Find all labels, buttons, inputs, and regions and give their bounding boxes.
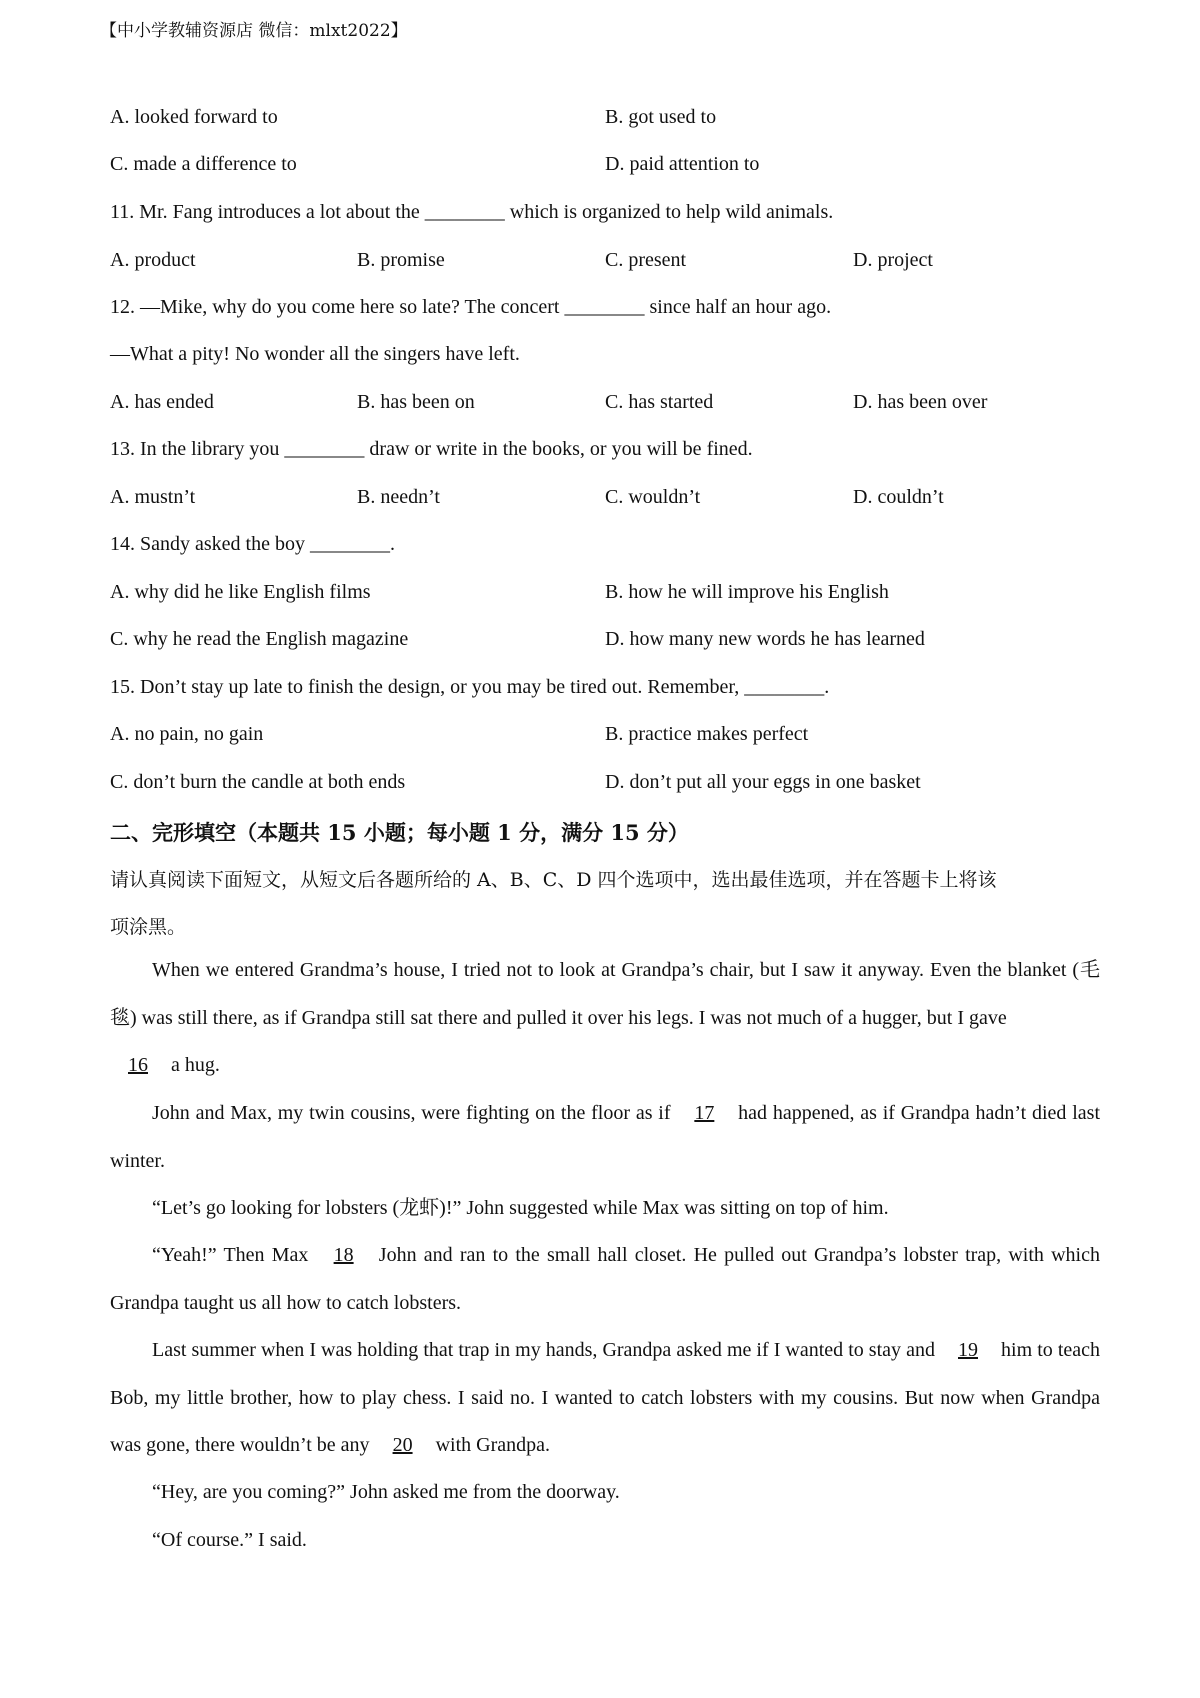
q12-option-a: A. has ended (110, 391, 214, 413)
q12-stem-reply: —What a pity! No wonder all the singers have left. (110, 343, 520, 365)
passage-paragraph-3: “Let’s go looking for lobsters (龙虾)!” John suggested while Max was sitting on top of him. (152, 1197, 889, 1219)
q11-option-d: D. project (853, 249, 933, 271)
passage-paragraph-6: “Hey, are you coming?” John asked me from the doorway. (152, 1481, 620, 1503)
q13-option-a: A. mustn’t (110, 486, 196, 508)
blank-20: 20 (392, 1434, 413, 1456)
passage-text: “Yeah!” Then Max (152, 1244, 316, 1266)
q13-option-d: D. couldn’t (853, 486, 944, 508)
passage-text: with Grandpa. (430, 1434, 550, 1456)
q11-option-a: A. product (110, 249, 196, 271)
passage-paragraph-7: “Of course.” I said. (152, 1529, 307, 1551)
q12-stem: 12. —Mike, why do you come here so late? The concert ________ since half an hour ago. (110, 296, 832, 318)
passage-text: John and ran to the small hall closet. He pulled out Grandpa’s lobster trap, with which Grandpa taught us all how to catch lobsters. (110, 1244, 1100, 1314)
q15-option-a: A. no pain, no gain (110, 723, 264, 745)
passage-paragraph-2 (110, 1090, 1100, 1185)
section-title-cloze: 二、完形填空（本题共 15 小题；每小题 1 分，满分 15 分） (110, 820, 689, 845)
passage-text: had happened, as if Grandpa hadn’t died last winter. (110, 1102, 1101, 1172)
q10-option-c: C. made a difference to (110, 153, 297, 175)
blank-18: 18 (333, 1244, 354, 1266)
section-instruction-line2: 项涂黑。 (110, 916, 187, 938)
passage-text: Last summer when I was holding that trap in my hands, Grandpa asked me if I wanted to stay and (152, 1339, 940, 1361)
q14-option-d: D. how many new words he has learned (605, 628, 925, 650)
passage-text: John and Max, my twin cousins, were fighting on the floor as if (152, 1102, 677, 1124)
q15-stem: 15. Don’t stay up late to finish the design, or you may be tired out. Remember, ________. (110, 676, 830, 698)
q13-option-c: C. wouldn’t (605, 486, 701, 508)
q13-stem: 13. In the library you ________ draw or write in the books, or you will be fined. (110, 438, 753, 460)
passage-paragraph-5 (110, 1327, 1100, 1470)
q14-option-c: C. why he read the English magazine (110, 628, 409, 650)
q11-option-c: C. present (605, 249, 687, 271)
q12-option-d: D. has been over (853, 391, 988, 413)
page-header-watermark: 【中小学教辅资源店 微信：mlxt2022】 (100, 21, 408, 41)
q12-option-c: C. has started (605, 391, 714, 413)
q10-option-b: B. got used to (605, 106, 717, 128)
q12-option-b: B. has been on (357, 391, 475, 413)
blank-16: 16 (128, 1054, 148, 1076)
q13-option-b: B. needn’t (357, 486, 440, 508)
q14-option-a: A. why did he like English films (110, 581, 371, 603)
q11-stem: 11. Mr. Fang introduces a lot about the ________ which is organized to help wild animals. (110, 201, 834, 223)
q11-option-b: B. promise (357, 249, 445, 271)
blank-19: 19 (958, 1339, 978, 1361)
passage-paragraph-4 (110, 1232, 1100, 1327)
q15-option-c: C. don’t burn the candle at both ends (110, 771, 406, 793)
passage-text: a hug. (166, 1054, 220, 1076)
q15-option-d: D. don’t put all your eggs in one basket (605, 771, 921, 793)
passage-text: him to teach Bob, my little brother, how to play chess. I said no. I wanted to catch lobsters with my cousins. But now when Grandpa was gone, there wouldn’t be any (110, 1339, 1101, 1456)
q15-option-b: B. practice makes perfect (605, 723, 809, 745)
q14-option-b: B. how he will improve his English (605, 581, 889, 603)
q10-option-a: A. looked forward to (110, 106, 278, 128)
section-instruction-line1: 请认真阅读下面短文，从短文后各题所给的 A、B、C、D 四个选项中，选出最佳选项，并在答题卡上将该 (110, 869, 997, 891)
passage-text: When we entered Grandma’s house, I tried not to look at Grandpa’s chair, but I saw it anyway. Even the blanket (毛毯) was still there, as if Grandpa still sat there and pulled it over his legs. I was not much of a hugger, but I gave (110, 959, 1100, 1029)
q14-stem: 14. Sandy asked the boy ________. (110, 533, 395, 555)
blank-17: 17 (694, 1102, 715, 1124)
passage-paragraph-1 (110, 947, 1100, 1090)
q10-option-d: D. paid attention to (605, 153, 760, 175)
